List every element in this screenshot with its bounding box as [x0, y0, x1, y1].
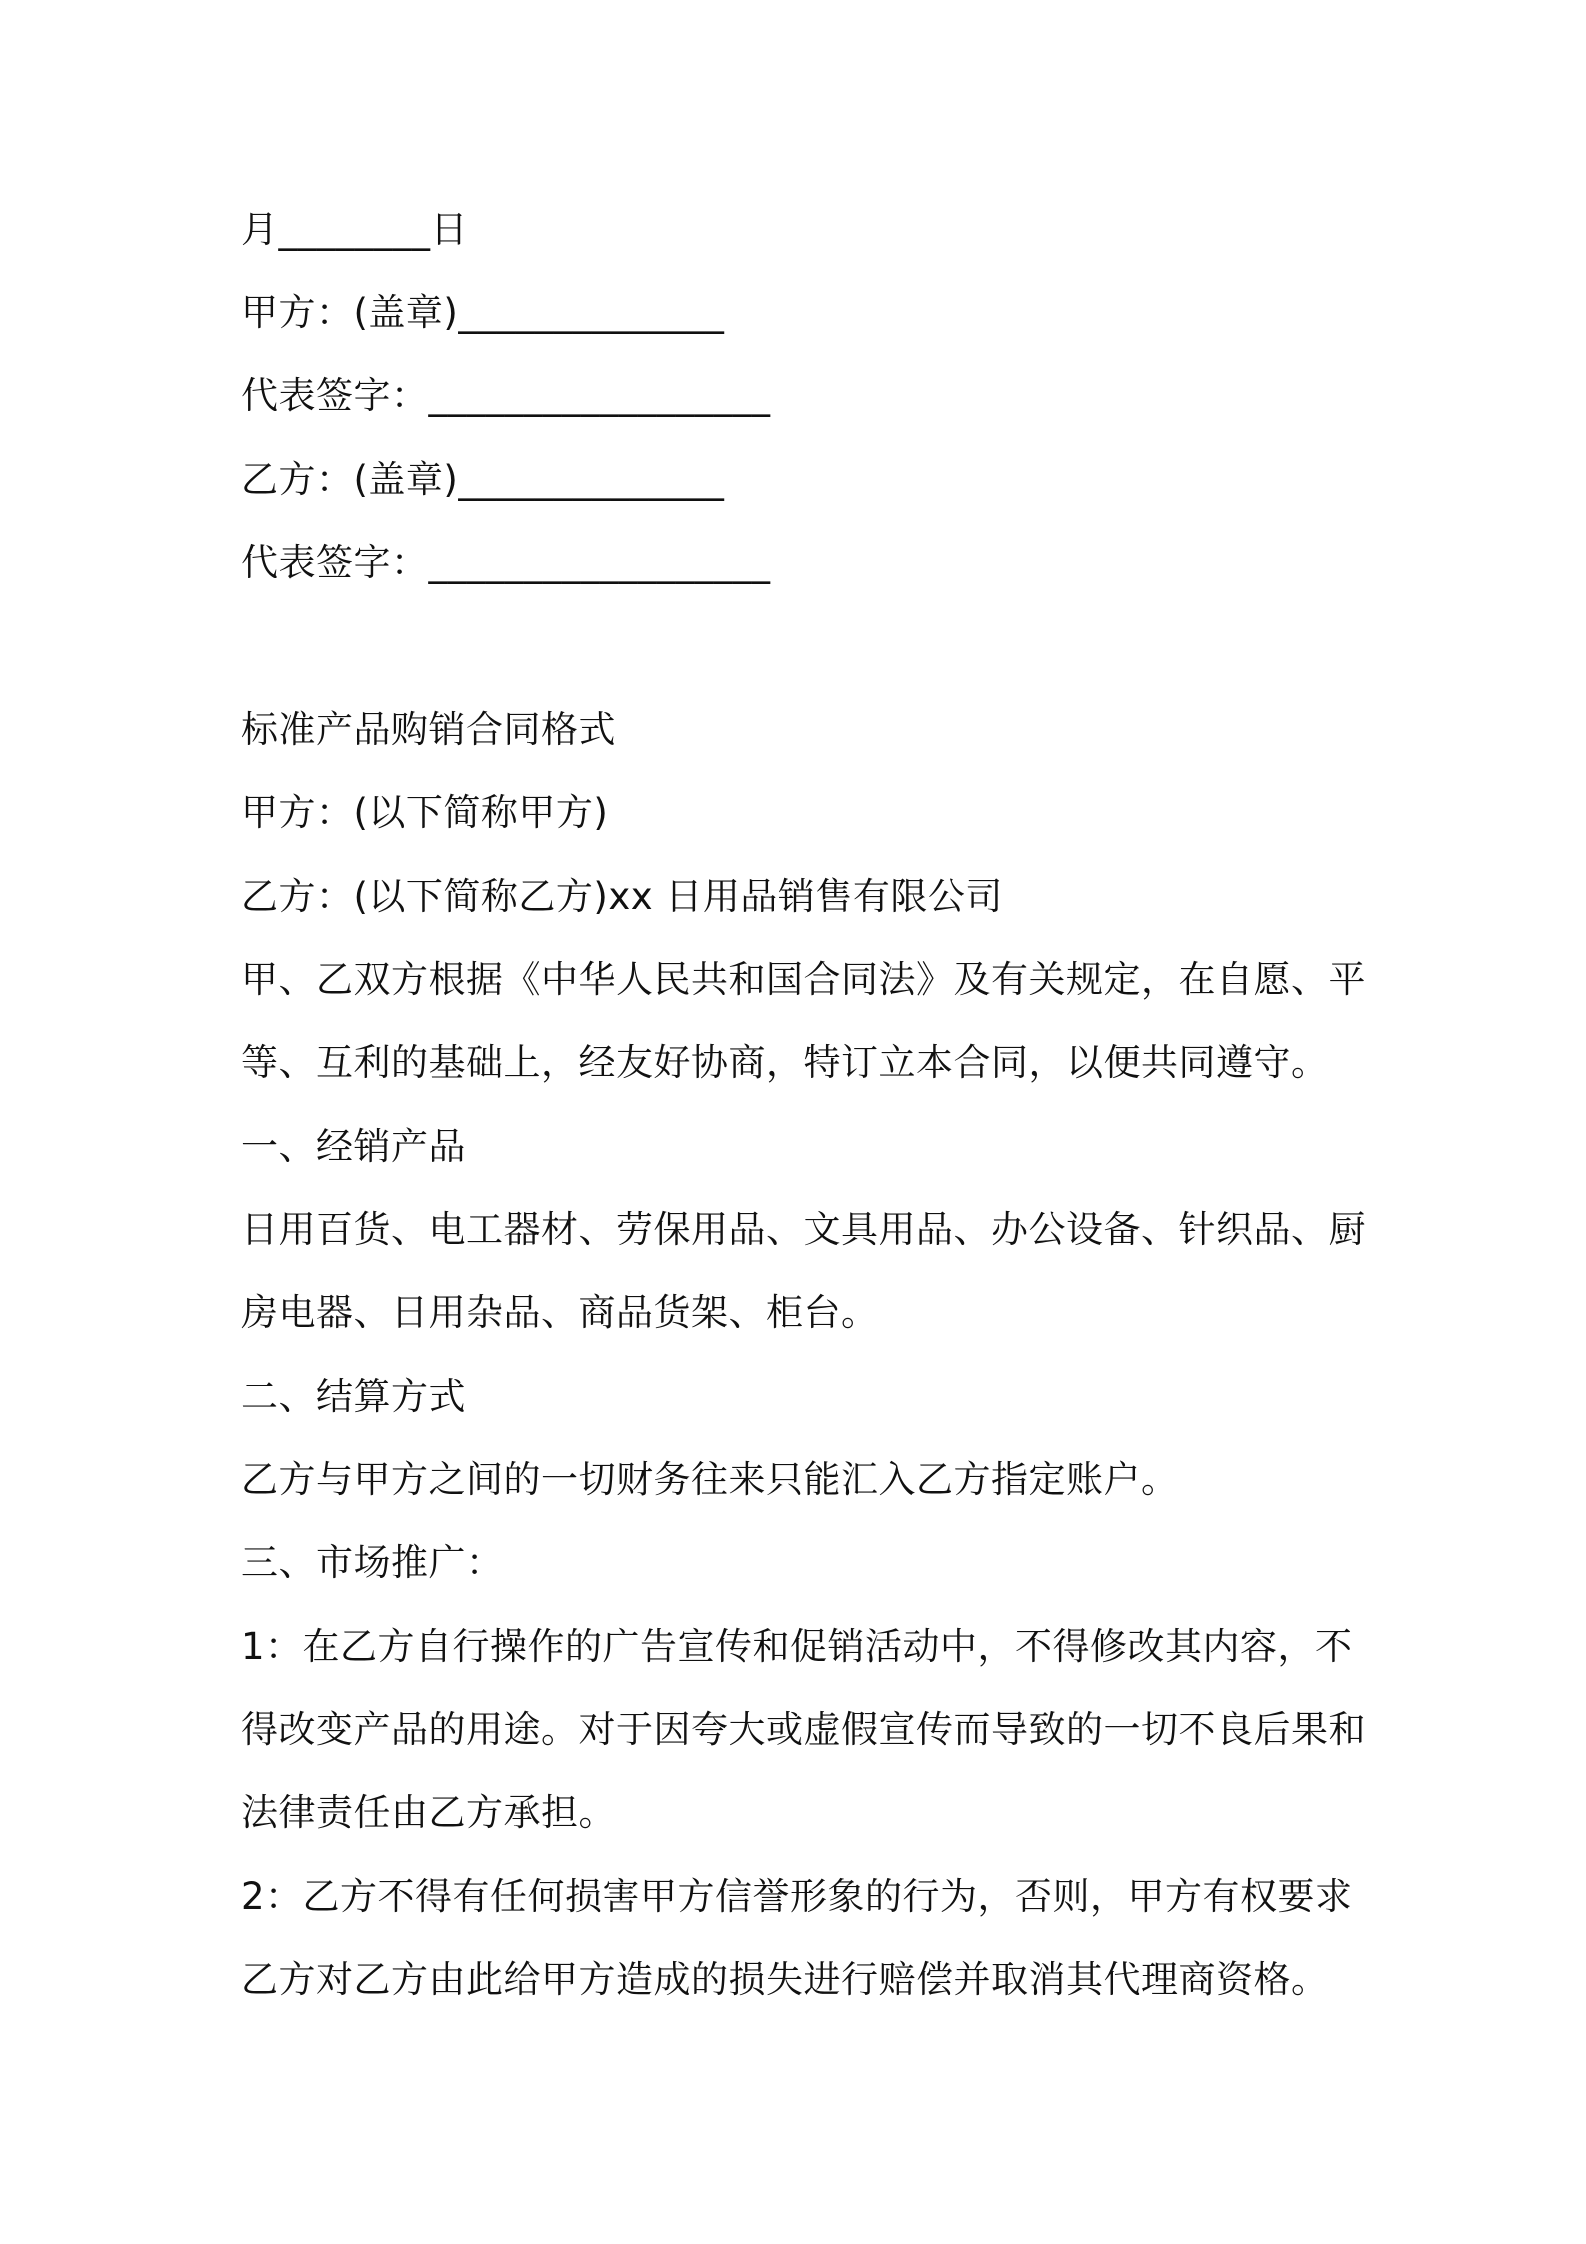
section-heading: 三、市场推广：: [241, 1541, 504, 1584]
paragraph-line: 乙方与甲方之间的一切财务往来只能汇入乙方指定账户。: [241, 1458, 1179, 1501]
party-a-seal-line: 甲方：(盖章)______________: [241, 291, 725, 334]
paragraph-line: 法律责任由乙方承担。: [241, 1791, 616, 1834]
preamble-line: 等、互利的基础上，经友好协商，特订立本合同，以便共同遵守。: [241, 1041, 1329, 1084]
paragraph-line: 房电器、日用杂品、商品货架、柜台。: [241, 1291, 879, 1334]
section-heading: 一、经销产品: [241, 1125, 466, 1168]
section-heading: 二、结算方式: [241, 1375, 466, 1418]
contract-title: 标准产品购销合同格式: [241, 708, 616, 751]
party-b-seal-line: 乙方：(盖章)______________: [241, 458, 725, 501]
party-b-line: 乙方：(以下简称乙方)xx 日用品销售有限公司: [241, 875, 1003, 918]
paragraph-line: 乙方对乙方由此给甲方造成的损失进行赔偿并取消其代理商资格。: [241, 1958, 1329, 2001]
paragraph-line: 2：乙方不得有任何损害甲方信誉形象的行为，否则，甲方有权要求: [241, 1875, 1353, 1918]
party-a-representative-signature-line: 代表签字：__________________: [241, 374, 771, 417]
party-a-line: 甲方：(以下简称甲方): [241, 791, 609, 834]
paragraph-line: 日用百货、电工器材、劳保用品、文具用品、办公设备、针织品、厨: [241, 1208, 1366, 1251]
date-line: 月________日: [241, 208, 468, 251]
preamble-line: 甲、乙双方根据《中华人民共和国合同法》及有关规定，在自愿、平: [241, 958, 1366, 1001]
paragraph-line: 1：在乙方自行操作的广告宣传和促销活动中，不得修改其内容，不: [241, 1625, 1353, 1668]
party-b-representative-signature-line: 代表签字：__________________: [241, 541, 771, 584]
paragraph-line: 得改变产品的用途。对于因夸大或虚假宣传而导致的一切不良后果和: [241, 1708, 1366, 1751]
